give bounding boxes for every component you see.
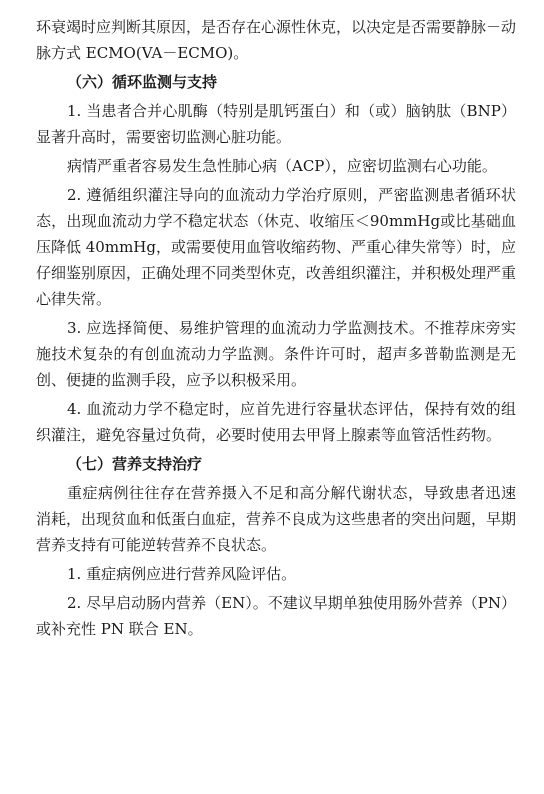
paragraph-acp-monitoring: 病情严重者容易发生急性肺心病（ACP），应密切监测右心功能。 [67, 157, 497, 175]
paragraph-volume-assessment: 4. 血流动力学不稳定时，应首先进行容量状态评估，保持有效的组织灌注，避免容量过负荷，必要时使用去甲肾上腺素等血管活性药物。 [36, 400, 516, 444]
paragraph-monitoring-technique: 3. 应选择简便、易维护管理的血流动力学监测技术。不推荐床旁实施技术复杂的有创血流动力学监测。条件许可时，超声多普勒监测是无创、便捷的监测手段，应予以积极采用。 [36, 319, 516, 389]
paragraph-enteral-nutrition: 2. 尽早启动肠内营养（EN）。不建议早期单独使用肠外营养（PN）或补充性 PN 联合 EN。 [36, 594, 516, 638]
paragraph-hemodynamic-principle: 2. 遵循组织灌注导向的血流动力学治疗原则，严密监测患者循环状态，出现血流动力学不稳定状态（休克、收缩压＜90mmHg或比基础血压降低 40mmHg，或需要使用血管收缩药物、严重心律失常等）时，应仔细鉴别原因，正确处理不同类型休克，改善组织灌注，并积极处理严重心律失常。 [36, 186, 517, 308]
paragraph-ecmo-continuation: 环衰竭时应判断其原因，是否存在心源性休克，以决定是否需要静脉－动脉方式 ECMO(VA－ECMO)。 [36, 18, 517, 62]
paragraph-cardiac-monitoring: 1. 当患者合并心肌酶（特别是肌钙蛋白）和（或）脑钠肽（BNP）显著升高时，需要密切监测心脏功能。 [36, 102, 516, 146]
document-page [36, 14, 516, 642]
paragraph-nutrition-overview: 重症病例往往存在营养摄入不足和高分解代谢状态，导致患者迅速消耗，出现贫血和低蛋白血症，营养不良成为这些患者的突出问题，早期营养支持有可能逆转营养不良状态。 [36, 484, 517, 554]
section-heading-nutrition: （七）营养支持治疗 [67, 455, 203, 473]
paragraph-nutrition-risk: 1. 重症病例应进行营养风险评估。 [67, 565, 297, 583]
section-heading-circulation: （六）循环监测与支持 [67, 73, 218, 91]
